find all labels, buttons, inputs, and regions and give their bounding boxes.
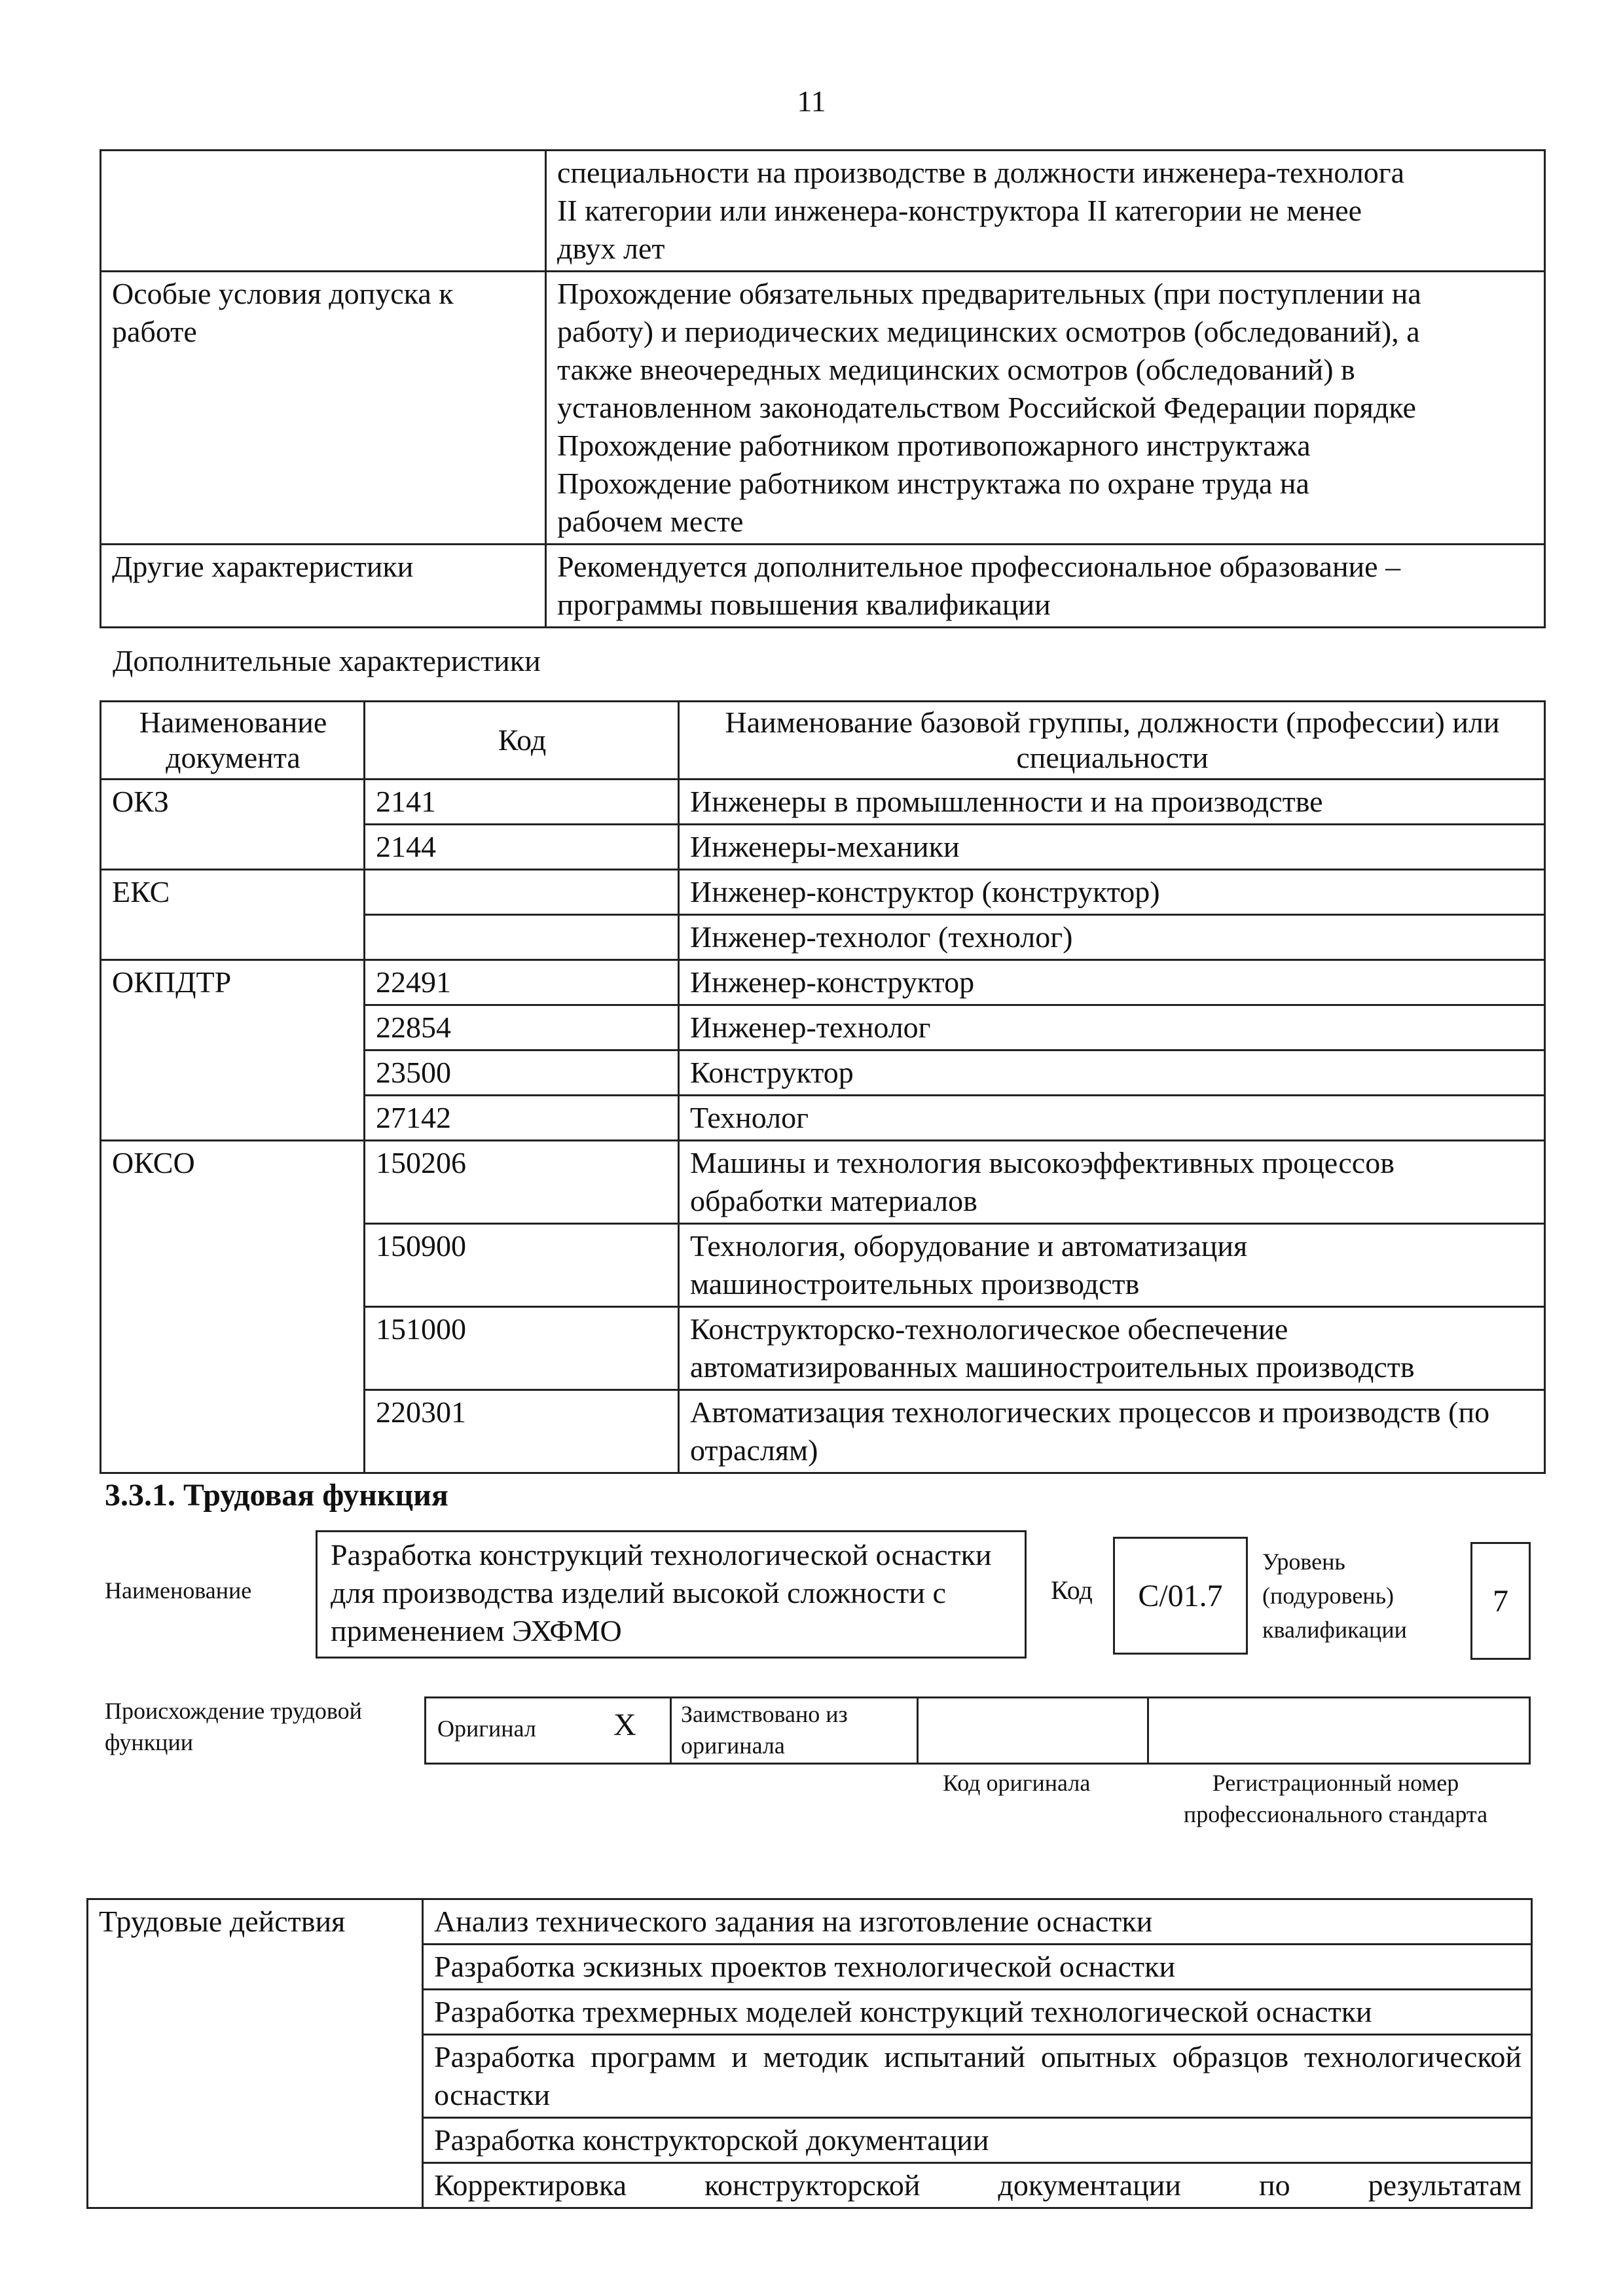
group-name-cell: Конструктор (679, 1050, 1545, 1096)
section-title: 3.3.1. Трудовая функция (105, 1478, 448, 1513)
function-code-value: C/01.7 (1138, 1578, 1223, 1613)
row-label: Другие характеристики (101, 545, 546, 628)
value-line: Прохождение работником противопожарного инструктажа (557, 429, 1311, 462)
origin-divider-2 (917, 1696, 919, 1765)
table-row (101, 272, 1545, 545)
code-cell: 23500 (365, 1050, 679, 1096)
function-name-box (316, 1530, 1027, 1659)
group-name-cell: Инженер-технолог (679, 1005, 1545, 1050)
code-cell: 2141 (365, 780, 679, 825)
row-label (101, 151, 546, 272)
function-level-value: 7 (1493, 1583, 1508, 1619)
table-row (101, 545, 1545, 628)
value-line: рабочем месте (557, 505, 744, 538)
row-label: Особые условия допуска к работе (101, 272, 546, 545)
group-name-cell: Автоматизация технологических процессов и производств (по отраслям) (679, 1390, 1545, 1473)
labor-action-item: Разработка конструкторской документации (423, 2118, 1532, 2163)
group-name-cell: Инженеры-механики (679, 825, 1545, 870)
function-level-label: Уровень (подуровень) квалификации (1262, 1549, 1407, 1643)
code-cell: 151000 (365, 1307, 679, 1390)
header-doc-name: Наименование документа (101, 702, 365, 780)
value-line: установленном законодательством Российской Федерации порядке (557, 391, 1416, 424)
labor-action-row (88, 1899, 1532, 1945)
code-cell (365, 915, 679, 960)
labor-action-item: Анализ технического задания на изготовление оснастки (423, 1899, 1532, 1945)
reg-number-caption: Регистрационный номер профессионального стандарта (1183, 1770, 1488, 1827)
function-code-box (1113, 1537, 1248, 1655)
doc-name-cell: ОКПДТР (101, 960, 365, 1141)
group-name-cell: Технология, оборудование и автоматизация машиностроительных производств (679, 1224, 1545, 1307)
origin-original-label: Оригинал (437, 1715, 536, 1742)
row-value (546, 151, 1545, 272)
additional-characteristics-caption: Дополнительные характеристики (113, 644, 541, 677)
qualification-requirements-table (100, 149, 1546, 628)
origin-divider-3 (1147, 1696, 1149, 1765)
table-row (101, 151, 1545, 272)
group-name-cell: Машины и технология высокоэффективных процессов обработки материалов (679, 1141, 1545, 1224)
origin-table (424, 1696, 1531, 1765)
value-line: также внеочередных медицинских осмотров (обследований) в (557, 353, 1355, 386)
labor-actions-label: Трудовые действия (88, 1899, 423, 2208)
table-row (101, 870, 1545, 915)
origin-borrowed-label: Заимствовано из оригинала (681, 1701, 848, 1759)
function-code-label: Код (1051, 1575, 1093, 1605)
code-cell (365, 870, 679, 915)
value-line: II категории или инженера-конструктора II категории не менее (557, 194, 1362, 227)
labor-action-item: Разработка эскизных проектов технологической оснастки (423, 1945, 1532, 1990)
table-row (101, 960, 1545, 1005)
labor-actions-table (86, 1898, 1533, 2209)
row-value (546, 545, 1545, 628)
function-level-box (1470, 1542, 1531, 1660)
code-cell: 22491 (365, 960, 679, 1005)
labor-action-item: Разработка программ и методик испытаний опытных образцов технологической оснастки (423, 2035, 1532, 2118)
code-cell: 150206 (365, 1141, 679, 1224)
code-cell: 220301 (365, 1390, 679, 1473)
value-line: Прохождение работником инструктажа по охране труда на (557, 467, 1309, 500)
group-name-cell: Инженер-конструктор (конструктор) (679, 870, 1545, 915)
value-line: двух лет (557, 232, 665, 265)
row-value (546, 272, 1545, 545)
code-cell: 27142 (365, 1096, 679, 1141)
labor-action-item: Разработка трехмерных моделей конструкций технологической оснастки (423, 1990, 1532, 2035)
labor-action-item: Корректировка конструкторской документации по результатам (423, 2163, 1532, 2208)
code-cell: 2144 (365, 825, 679, 870)
value-line: Рекомендуется дополнительное профессиональное образование – (557, 550, 1401, 583)
group-name-cell: Инженер-конструктор (679, 960, 1545, 1005)
code-cell: 22854 (365, 1005, 679, 1050)
page-number: 11 (797, 84, 826, 118)
doc-name-cell: ЕКС (101, 870, 365, 960)
header-code: Код (365, 702, 679, 780)
group-name-cell: Инженер-технолог (технолог) (679, 915, 1545, 960)
additional-characteristics-table (100, 700, 1546, 1474)
value-line: Прохождение обязательных предварительных (при поступлении на (557, 277, 1421, 310)
code-original-caption: Код оригинала (943, 1770, 1091, 1796)
value-line: специальности на производстве в должности инженера-технолога (557, 156, 1405, 189)
group-name-cell: Инженеры в промышленности и на производстве (679, 780, 1545, 825)
doc-name-cell: ОКСО (101, 1141, 365, 1473)
header-group-name: Наименование базовой группы, должности (профессии) или специальности (679, 702, 1545, 780)
group-name-cell: Технолог (679, 1096, 1545, 1141)
function-name-value: Разработка конструкций технологической оснастки для производства изделий высокой сложности с применением ЭХФМО (331, 1538, 992, 1647)
table-row (101, 1141, 1545, 1224)
origin-label: Происхождение трудовой функции (105, 1698, 362, 1755)
table-row (101, 780, 1545, 825)
origin-divider-1 (670, 1696, 672, 1765)
doc-name-cell: ОКЗ (101, 780, 365, 870)
function-name-label: Наименование (105, 1577, 252, 1604)
origin-original-mark: X (613, 1708, 636, 1742)
value-line: работу) и периодических медицинских осмотров (обследований), а (557, 315, 1420, 348)
value-line: программы повышения квалификации (557, 588, 1051, 621)
group-name-cell: Конструкторско-технологическое обеспечение автоматизированных машиностроительных производств (679, 1307, 1545, 1390)
code-cell: 150900 (365, 1224, 679, 1307)
